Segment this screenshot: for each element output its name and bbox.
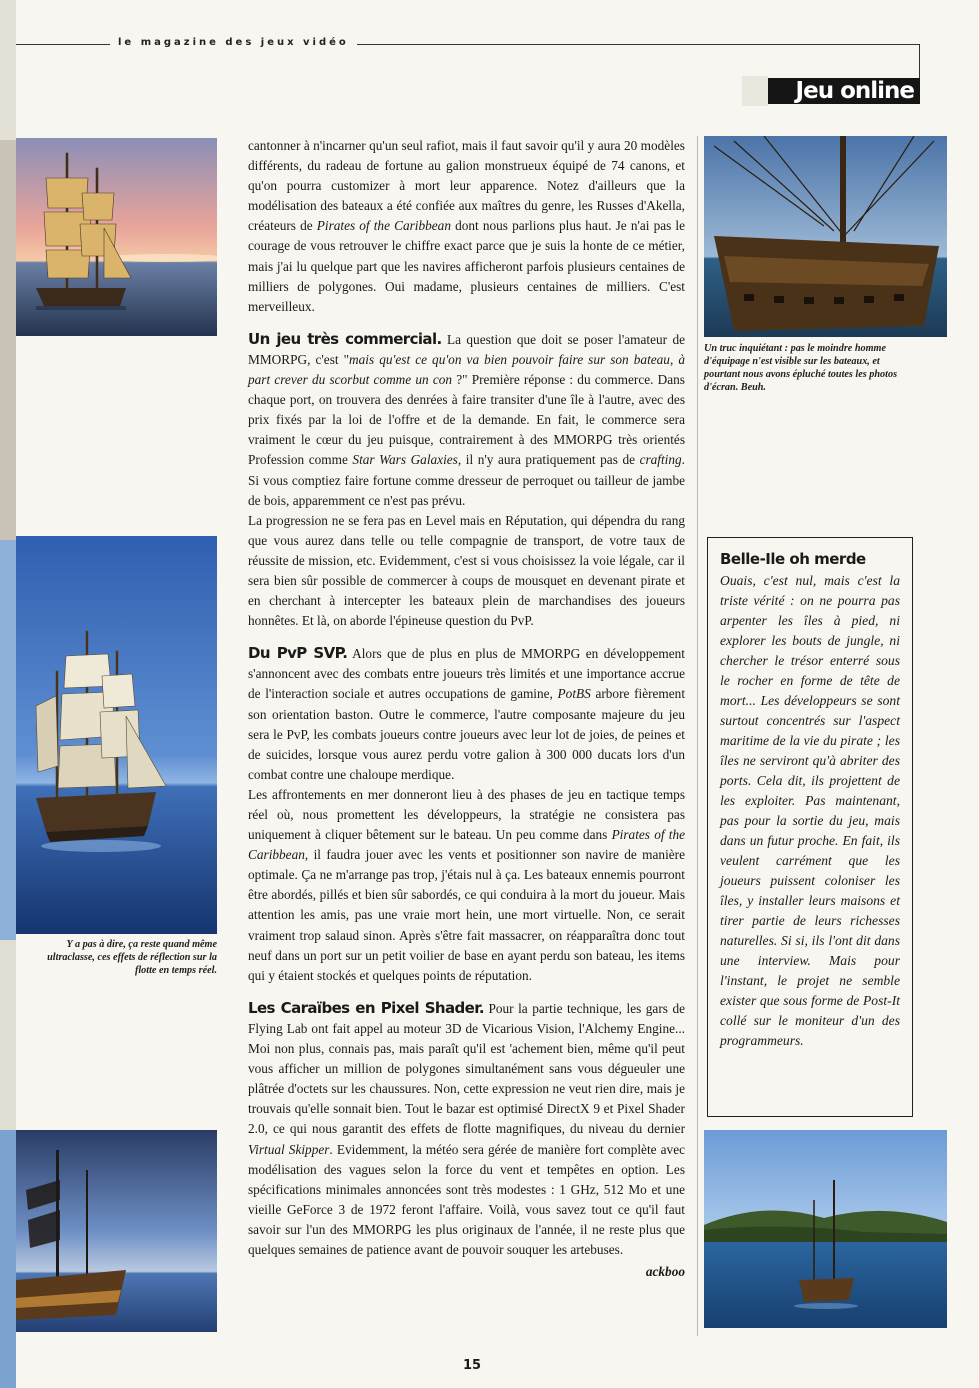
section-paragraph [248, 785, 685, 986]
italic-text-run: Virtual Skipper [248, 1141, 330, 1157]
ship-deck-closeup-image [704, 136, 947, 337]
text-run: , il n'y aura pratiquement pas de [457, 452, 640, 468]
italic-text-run: crafting [639, 452, 682, 468]
section-heading: Les Caraïbes en Pixel Shader. [248, 998, 484, 1017]
column-rule [697, 136, 698, 1336]
section-paragraph [248, 998, 685, 1257]
section-pvp [248, 643, 685, 785]
section-technique [248, 998, 685, 1260]
italic-text-run: mais qu'est ce qu'on va bien pouvoir faire sur son bateau, à part crever du scorbut comme un con [248, 351, 685, 388]
italic-text-run: PotBS [557, 686, 591, 702]
italic-text-run: Star Wars Galaxies [352, 452, 458, 468]
text-run: cantonner à n'incarner qu'un seul rafiot, mais il faut savoir qu'il y aura 20 modèles différents, du radeau de fortune au galion monstrueux équipé de 74 canons, et qu'on pourra customizer à mort leur apparence. Notez d'ailleurs que la modélisation des bateaux a été confiée aux maîtres du genre, les Russes d'Akella, créateurs de [248, 138, 685, 234]
page-spine [0, 0, 16, 1388]
section-paragraph [248, 511, 685, 632]
text-run: arbore fièrement son orientation baston. Outre le commerce, l'autre composante majeure du jeu sera le PvP, les combats joueurs contre joueurs avec leur lot de joies, de peines et de suicides, lorsque vous aurez perdu votre galion à 300 000 ducats lors d'un combat contre une chaloupe merdique. [248, 686, 686, 782]
italic-text-run: Pirates of the Caribbean [248, 827, 685, 863]
text-run: . Si vous comptiez faire fortune comme dresseur de perroquet ou tailleur de jambe de bois, apparemment ce n'est pas prévu. [248, 452, 685, 508]
section-heading: Du PvP SVP. [248, 644, 348, 663]
text-run: , il faudra jouer avec les vents et positionner son navire de manière optimale. Ça ne m'arrange pas trop, j'étais nul à ça. Les bateaux ennemis pourront être abordés, pillés et bien sûr sabordés, ce qui conduira à la mort du joueur. Mais attention les amis, pas une vraie mort hein, une mort virtuelle. Non, ce serait vraiment trop salaud sinon. Après s'être fait massacrer, on réapparaîtra donc tout neuf dans un port sur un petit voilier de base en ayant perdu son bateau, les items qui y étaient stockés et quelques points de réputation. [248, 847, 685, 983]
island-ship-image [704, 1130, 947, 1328]
section-banner: Jeu online [768, 78, 920, 104]
text-run: Les affrontements en mer donneront lieu à des phases de jeu en tactique temps réel où, nous promettent les développeurs, la stratégie ne consistera pas uniquement à cliquer bêtement sur le bateau. Un peu comme dans [248, 786, 685, 843]
text-run: dont nous parlions plus haut. Je n'ai pas le courage de vous retrouver le chiffre exact parce que je suis la honte de ce métier, mais j'ai lu quelque part que les navires afficheront parfois plusieurs centaines de milliers de polygones. Oui madame, plusieurs centaines de milliers. C'est merveilleux. [248, 218, 686, 314]
magazine-tagline: le magazine des jeux vidéo [110, 37, 357, 48]
section-heading: Un jeu très commercial. [248, 329, 442, 348]
author-byline: ackboo [645, 1264, 685, 1280]
sidebar-text: Ouais, c'est nul, mais c'est la triste vérité : on ne pourra pas arpenter les îles à pied, ni explorer les bouts de jungle, ni chercher le trésor enterré sous le rocher en forme de tête de mort... Les développeurs se sont surtout concentrés sur l'aspect maritime de la vie du pirate ; les îles ne serviront qu'à abriter des ports. Cela dit, ils projettent de les exploiter. Pas maintenant, pas pour la sortie du jeu, mais dans un futur proche. En fait, ils veulent carrément que les joueurs puissent coloniser les îles, y installer leurs maisons et tirer partie de leurs richesses naturelles. Si si, ils l'ont dit dans une interview. Mais pour l'instant, le projet ne semble exister que sous forme de Post-It collé sur le moniteur d'un des programmeurs. [720, 573, 900, 1048]
article-intro [248, 136, 685, 317]
text-run: ?" Première réponse : du commerce. Dans chaque port, on trouvera des denrées à faire transiter d'une île à l'autre, avec des prix fixés par la loi de l'offre et de la demande. En fait, le commerce sera vraiment le cœur du jeu puisque, contrairement à des MMORPG très orientés Profession comme [248, 372, 685, 468]
text-run: . Evidemment, la météo sera gérée de manière fort complète avec modélisation des vagues selon la force du vent et tempêtes en option. Les spécifications minimales annoncées sont très modestes : 1 GHz, 512 Mo et une vieille GeForce 3 de 1972 feront l'affaire. Voilà, vous savez tout ce qu'il faut savoir sur l'un des MMORPG les plus originaux de l'année, il ne reste plus que quelques semaines de patience avant de pouvoir souquer les artebuses. [248, 1141, 685, 1257]
text-run: Alors que de plus en plus de MMORPG en développement s'annoncent avec des combats entre joueurs très limités et une importance accrue de l'interaction sociale et autres occupations de gamine, [248, 646, 685, 702]
section-commerce [248, 329, 685, 511]
header-corner-rule [919, 44, 920, 78]
banner-shadow [742, 76, 768, 106]
section-paragraph [248, 329, 685, 508]
deck-image-caption: Un truc inquiétant : pas le moindre homme d'équipage n'est visible sur les bateaux, et pourtant nous avons épluché toutes les photos d'écran. Beuh. [704, 343, 898, 393]
dusk-ship-image [16, 1130, 217, 1332]
text-run: La progression ne se fera pas en Level mais en Réputation, qui dépendra du rang que vous aurez dans telle ou telle compagnie de transport, de votre taux de réussite de mission, etc. Evidemment, c'est si vous choisissez la voie légale, car il sera bien sûr possible de commercer à coups de mousquet en devenant pirate et en cherchant à intercepter les bateaux plein de marchandises des joueurs honnêtes. Et là, on aborde l'épineuse question du PvP. [248, 512, 685, 629]
italic-text-run: Pirates of the Caribbean [316, 218, 451, 234]
sunset-galleon-image [16, 138, 217, 336]
sidebar-box [707, 537, 913, 1117]
sidebar-heading: Belle-Ile oh merde [720, 550, 866, 568]
section-paragraph [248, 646, 685, 782]
page-number: 15 [462, 1358, 482, 1373]
article-body [248, 136, 685, 1282]
blue-sea-image-caption: Y a pas à dire, ça reste quand même ultraclasse, ces effets de réflection sur la flotte en temps réel. [47, 939, 217, 976]
text-run: La question que doit se poser l'amateur de MMORPG, c'est " [248, 331, 685, 367]
text-run: Pour la partie technique, les gars de Flying Lab ont fait appel au moteur 3D de Vicarious Vision, l'Alchemy Engine... Moi non plus, connais pas, mais paraît qu'il est 'achement bien, même qu'il peut vous afficher un million de polygones simultanément sans vous dégueuler une plâtrée d'octets sur les chaussures. Non, cette expression ne veut rien dire, mais je trouvais qu'elle sonnait bien. Tout le bazar est optimisé DirectX 9 et Pixel Shader 2.0, ce qui nous garantit des effets de flotte magnifiques, du niveau du dernier [248, 1000, 685, 1137]
blue-sea-galleon-image [16, 536, 217, 934]
